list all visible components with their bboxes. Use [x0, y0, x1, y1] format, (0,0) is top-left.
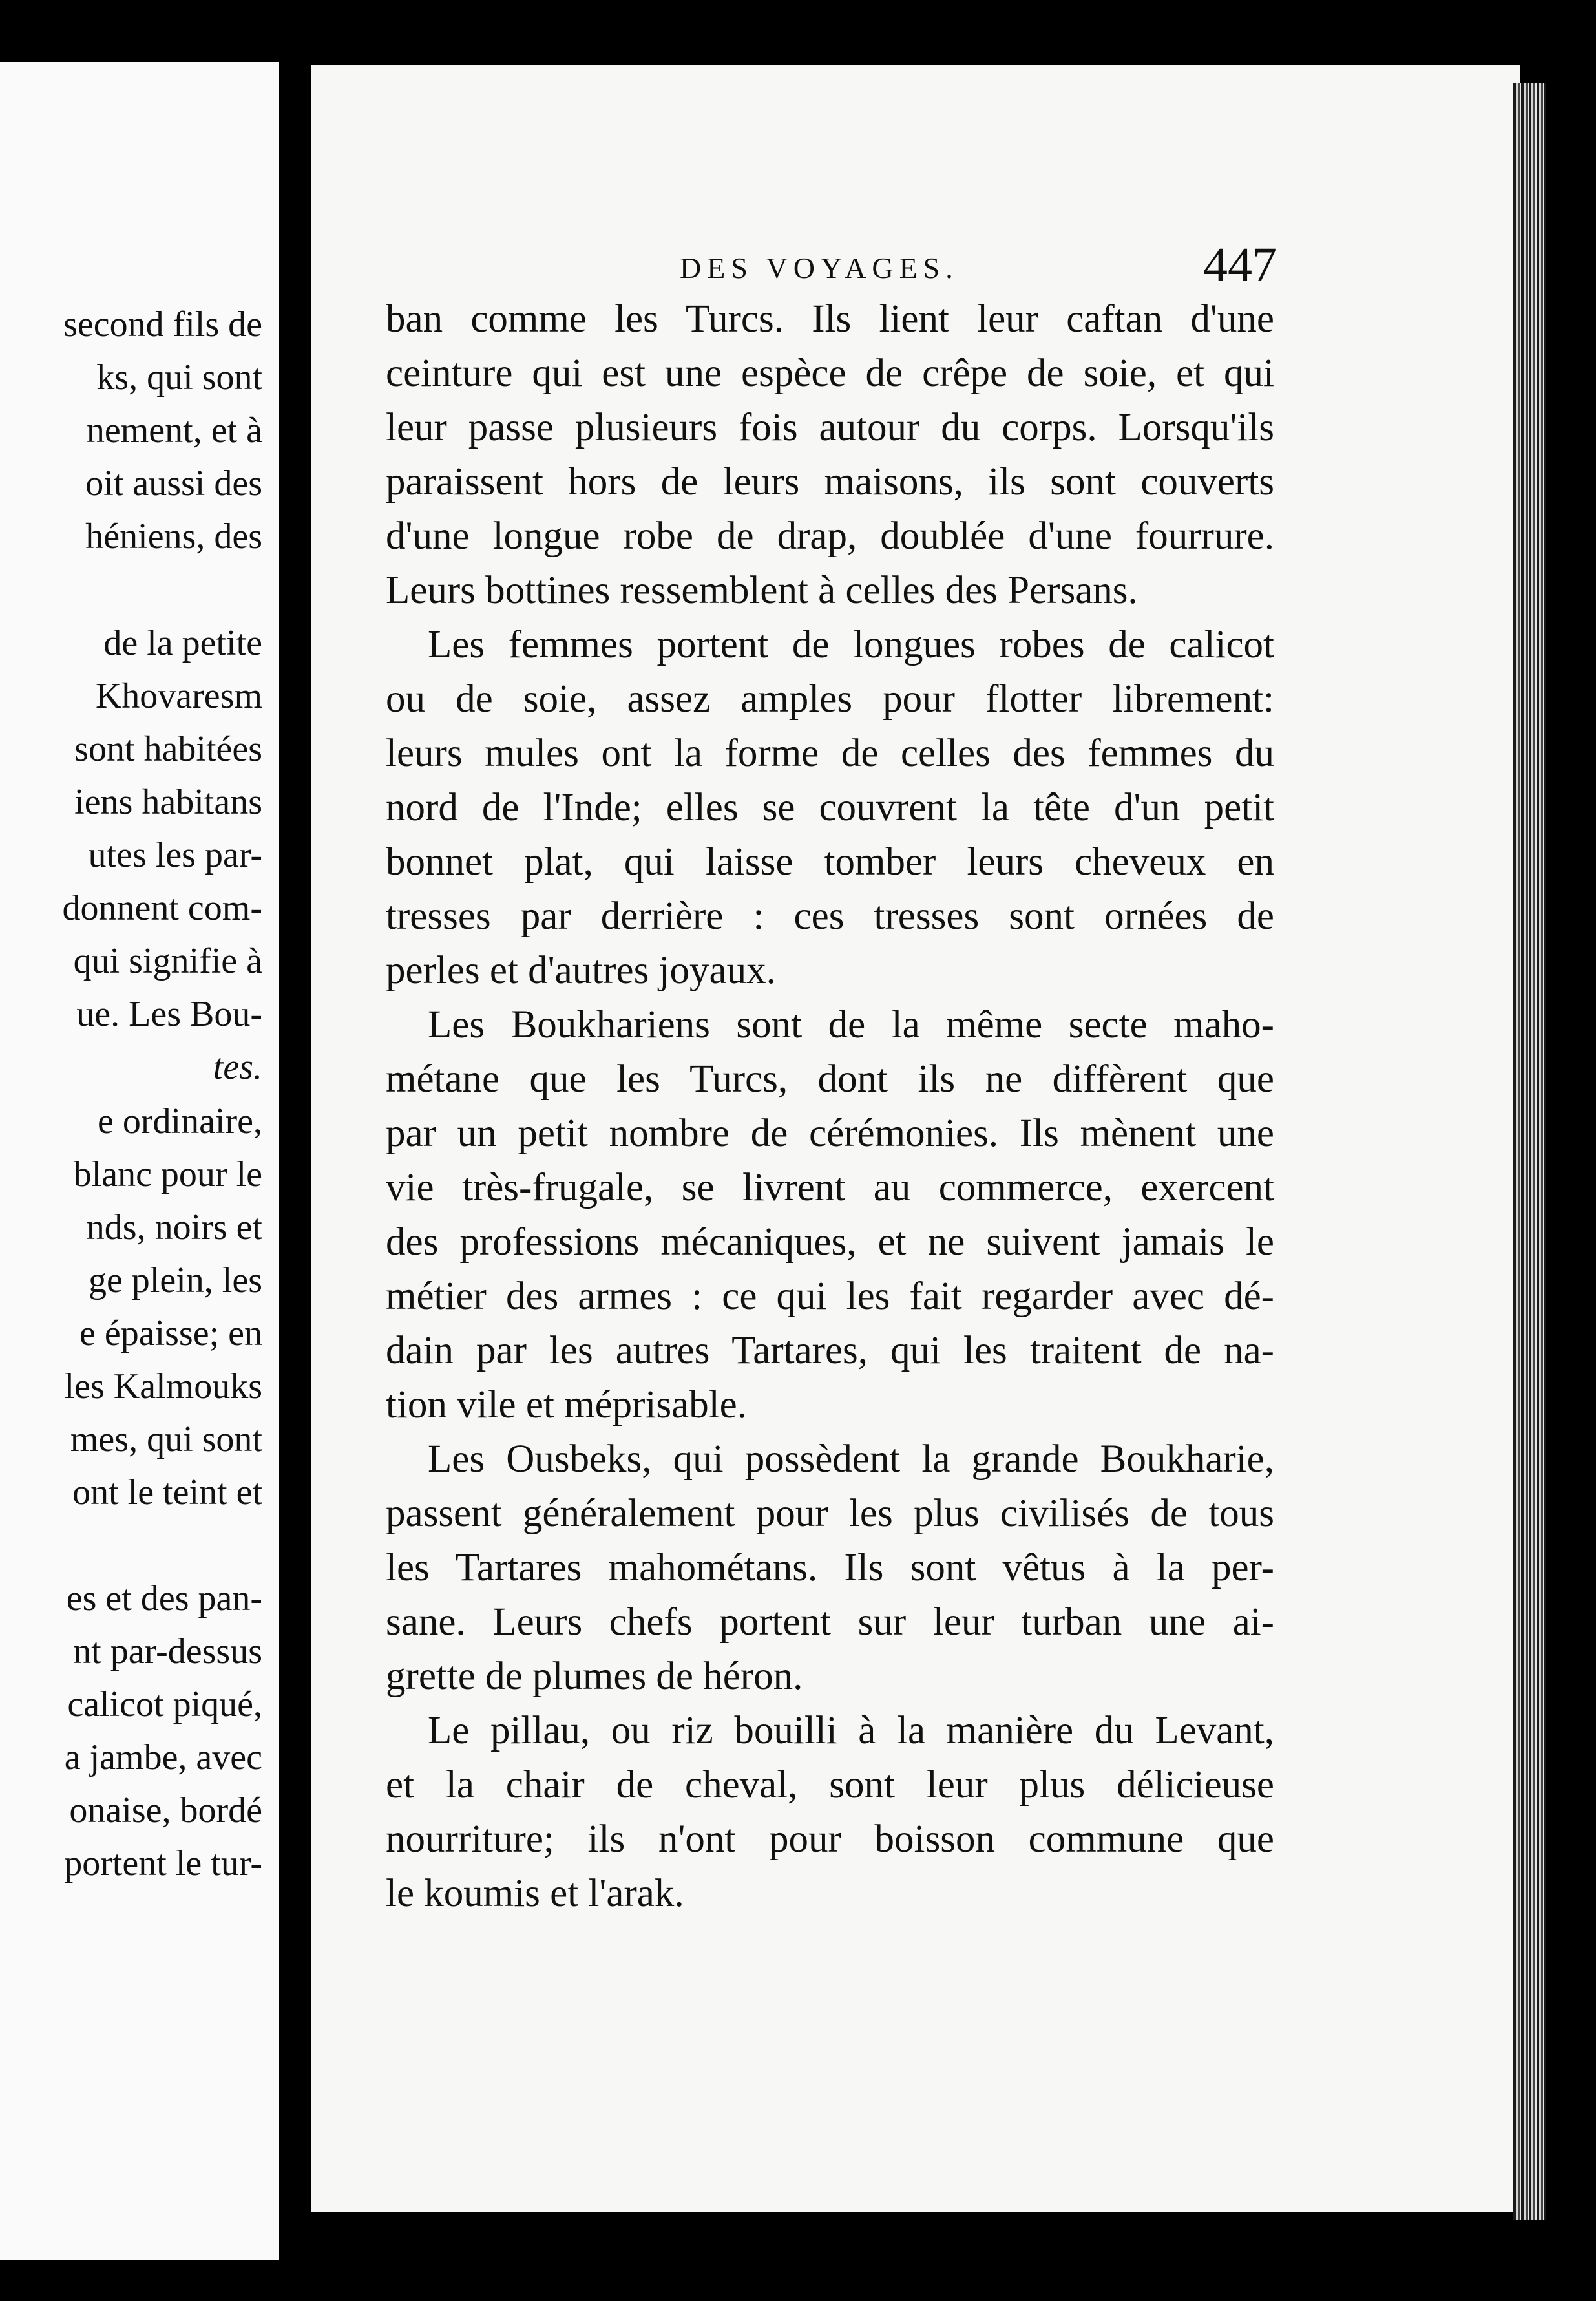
left-line: calicot piqué,	[67, 1684, 262, 1724]
text-line: tion vile et méprisable.	[386, 1383, 748, 1426]
text-line: paraissent hors de leurs maisons, ils sont couverts	[386, 460, 1274, 504]
left-line: Khovaresm	[95, 676, 262, 716]
text-line: perles et d'autres joyaux.	[386, 949, 776, 992]
left-line: ks, qui sont	[96, 357, 262, 398]
left-line: ue. Les Bou-	[76, 994, 262, 1034]
text-line: leur passe plusieurs fois autour du corps. Lorsqu'ils	[386, 406, 1274, 449]
text-line: métier des armes : ce qui les fait regarder avec dé-	[386, 1275, 1274, 1318]
left-line: de la petite	[103, 623, 262, 663]
page-header	[311, 239, 1520, 297]
left-line: héniens, des	[85, 516, 262, 557]
text-line: les Tartares mahométans. Ils sont vêtus à la per-	[386, 1546, 1274, 1589]
left-line: mes, qui sont	[70, 1419, 262, 1459]
left-line: blanc pour le	[73, 1154, 262, 1194]
left-line: portent le tur-	[64, 1843, 262, 1883]
left-line: utes les par-	[88, 835, 262, 875]
text-line: vie très-frugale, se livrent au commerce, exercent	[386, 1166, 1274, 1209]
text-line: d'une longue robe de drap, doublée d'une fourrure.	[386, 514, 1274, 558]
text-line: métane que les Turcs, dont ils ne diffèrent que	[386, 1057, 1274, 1101]
text-line: Leurs bottines ressemblent à celles des Persans.	[386, 569, 1138, 612]
paragraph-start: Les Ousbeks, qui possèdent la grande Boukharie,	[428, 1437, 1274, 1481]
page-edge-stack	[1513, 83, 1546, 2220]
left-line: iens habitans	[74, 782, 262, 822]
running-head: DES VOYAGES.	[680, 251, 959, 284]
text-line: le koumis et l'arak.	[386, 1872, 684, 1915]
text-line: nourriture; ils n'ont pour boisson commune que	[386, 1818, 1274, 1861]
text-line: nord de l'Inde; elles se couvrent la tête d'un petit	[386, 786, 1274, 829]
left-line: oit aussi des	[85, 463, 262, 504]
left-line: les Kalmouks	[64, 1366, 262, 1406]
left-line: tes.	[213, 1047, 262, 1087]
text-line: ou de soie, assez amples pour flotter librement:	[386, 677, 1274, 721]
text-line: tresses par derrière : ces tresses sont ornées de	[386, 895, 1274, 938]
text-line: bonnet plat, qui laisse tomber leurs cheveux en	[386, 840, 1274, 884]
left-line: donnent com-	[62, 888, 262, 928]
paragraph-start: Les femmes portent de longues robes de calicot	[428, 623, 1274, 666]
text-line: ban comme les Turcs. Ils lient leur caftan d'une	[386, 297, 1274, 341]
text-line: par un petit nombre de cérémonies. Ils mènent une	[386, 1112, 1274, 1155]
left-line: second fils de	[63, 304, 262, 345]
left-line: nement, et à	[86, 410, 262, 451]
text-line: dain par les autres Tartares, qui les traitent de na-	[386, 1329, 1274, 1372]
text-line: et la chair de cheval, sont leur plus délicieuse	[386, 1763, 1274, 1807]
left-line: onaise, bordé	[69, 1790, 262, 1830]
left-line: e épaisse; en	[79, 1313, 262, 1353]
left-line: nds, noirs et	[86, 1207, 262, 1247]
left-line: sont habitées	[74, 729, 262, 769]
text-line: sane. Leurs chefs portent sur leur turban une ai-	[386, 1600, 1274, 1644]
left-line: es et des pan-	[66, 1578, 262, 1618]
right-page	[311, 65, 1520, 2212]
book-gutter	[279, 62, 311, 2260]
page-number: 447	[1203, 238, 1277, 292]
left-line: a jambe, avec	[64, 1737, 262, 1777]
left-line: ge plein, les	[88, 1260, 262, 1300]
left-page-fragment	[0, 62, 279, 2260]
left-line: ont le teint et	[72, 1472, 262, 1512]
left-line: nt par-dessus	[73, 1631, 262, 1671]
left-line: e ordinaire,	[98, 1101, 262, 1141]
text-line: passent généralement pour les plus civilisés de tous	[386, 1492, 1274, 1535]
text-line: leurs mules ont la forme de celles des femmes du	[386, 732, 1274, 775]
text-line: des professions mécaniques, et ne suivent jamais le	[386, 1220, 1274, 1264]
text-line: grette de plumes de héron.	[386, 1655, 803, 1698]
paragraph-start: Les Boukhariens sont de la même secte maho-	[428, 1003, 1274, 1046]
text-line: ceinture qui est une espèce de crêpe de soie, et qui	[386, 352, 1274, 395]
paragraph-start: Le pillau, ou riz bouilli à la manière du Levant,	[428, 1709, 1274, 1752]
left-line: qui signifie à	[73, 941, 262, 981]
